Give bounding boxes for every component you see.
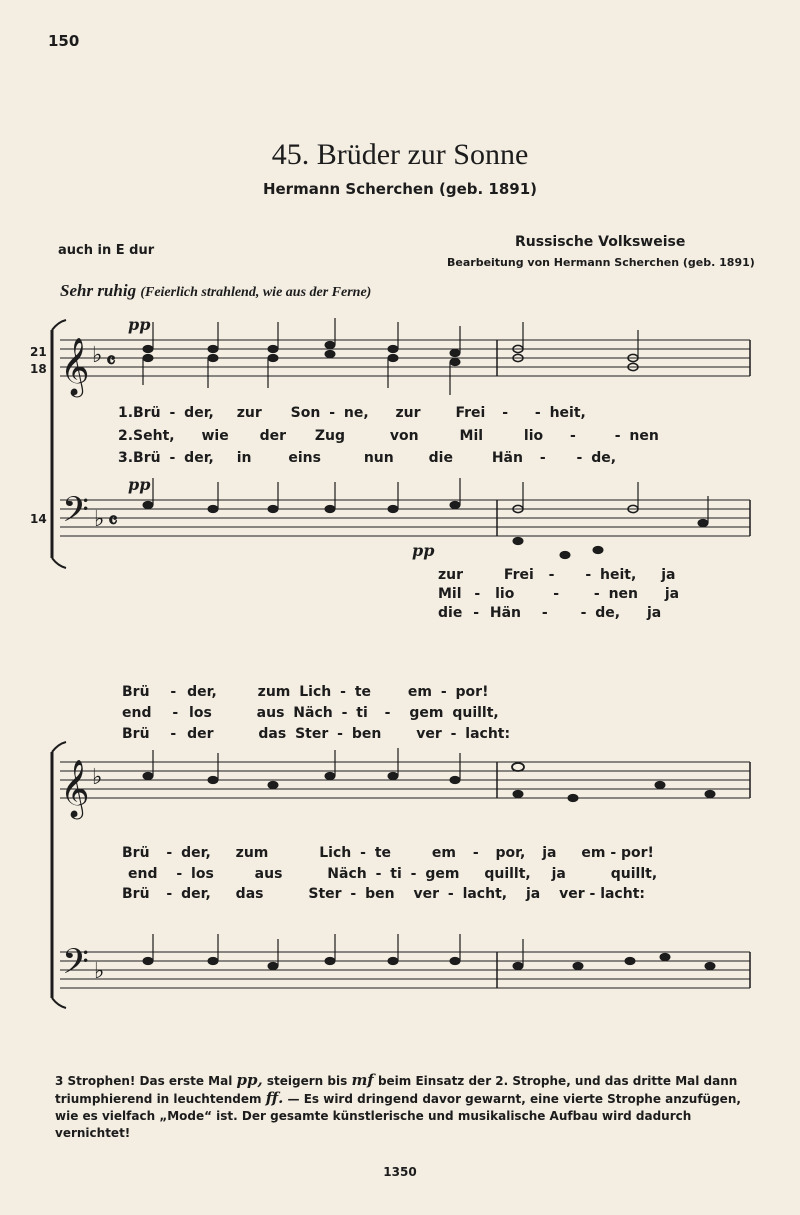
- svg-text:♭: ♭: [94, 507, 105, 532]
- svg-text:𝄞: 𝄞: [60, 337, 90, 395]
- lyric-line-3: 3.Brü - der, in eins nun die Hän - - de,: [118, 450, 617, 466]
- key-note: auch in E dur: [58, 243, 155, 258]
- performance-footnote: 3 Strophen! Das erste Mal pp, steigern bis mf beim Einsatz der 2. Strophe, und das dritte Mal dann triumphierend in leuchtendem ff. — Es wird dringend davor gewarnt, eine vierte Strophe anzufügen, wie es vielfach „Mode“ ist. Der gesamte künstlerische und musikalische Aufbau wird dadurch vernichtet!: [55, 1071, 741, 1140]
- svg-text:pp: pp: [412, 541, 435, 560]
- measure-number-18: 18: [30, 362, 47, 376]
- lower-lyric-line-3: die - Hän - - de, ja: [438, 605, 662, 621]
- dynamic-ff: ff.: [265, 1089, 284, 1107]
- arrangement-credit: Bearbeitung von Hermann Scherchen (geb. 1891): [447, 256, 755, 269]
- continuation-line-3: Brü - der das Ster - ben ver - lacht:: [122, 726, 511, 742]
- svg-text:♭: ♭: [94, 959, 105, 984]
- expression-text: (Feierlich strahlend, wie aus der Ferne): [140, 285, 372, 300]
- lyricist-credit: Hermann Scherchen (geb. 1891): [262, 180, 538, 198]
- system2-lyric-line-1: Brü - der, zum Lich - te em - por, ja em - por!: [122, 845, 654, 861]
- system2-lyric-line-2: end - los aus Näch - ti - gem quillt, ja quillt,: [128, 866, 658, 882]
- svg-text:𝄢: 𝄢: [62, 489, 90, 538]
- melody-source: Russische Volksweise: [515, 234, 686, 250]
- song-title: 45. Brüder zur Sonne: [271, 138, 529, 171]
- tempo-text: Sehr ruhig: [60, 281, 137, 300]
- page-number: 150: [48, 32, 80, 50]
- footer-plate-number: 1350: [383, 1165, 417, 1179]
- dynamic-mf: mf: [351, 1071, 374, 1089]
- continuation-line-1: Brü - der, zum Lich - te em - por!: [122, 684, 489, 700]
- continuation-line-2: end - los aus Näch - ti - gem quillt,: [122, 705, 499, 721]
- svg-text:♭: ♭: [92, 765, 103, 790]
- lower-lyric-line-1: zur Frei - - heit, ja: [438, 567, 676, 583]
- svg-text:𝄴: 𝄴: [108, 508, 118, 534]
- lyric-line-2: 2.Seht, wie der Zug von Mil lio - - nen: [118, 428, 659, 444]
- svg-text:𝄞: 𝄞: [60, 759, 90, 817]
- svg-text:𝄴: 𝄴: [106, 348, 116, 374]
- svg-text:𝄢: 𝄢: [62, 941, 90, 990]
- svg-text:pp: pp: [128, 475, 151, 494]
- lyric-line-1: 1.Brü - der, zur Son - ne, zur Frei - - heit,: [118, 405, 586, 421]
- measure-number-21: 21: [30, 345, 47, 359]
- measure-number-14: 14: [30, 512, 47, 526]
- dynamic-pp: pp,: [236, 1071, 263, 1089]
- svg-text:♭: ♭: [92, 343, 103, 368]
- lower-lyric-line-2: Mil - lio - - nen ja: [438, 586, 680, 602]
- svg-text:pp: pp: [128, 315, 151, 334]
- system2-lyric-line-3: Brü - der, das Ster - ben ver - lacht, ja ver - lacht:: [122, 886, 645, 902]
